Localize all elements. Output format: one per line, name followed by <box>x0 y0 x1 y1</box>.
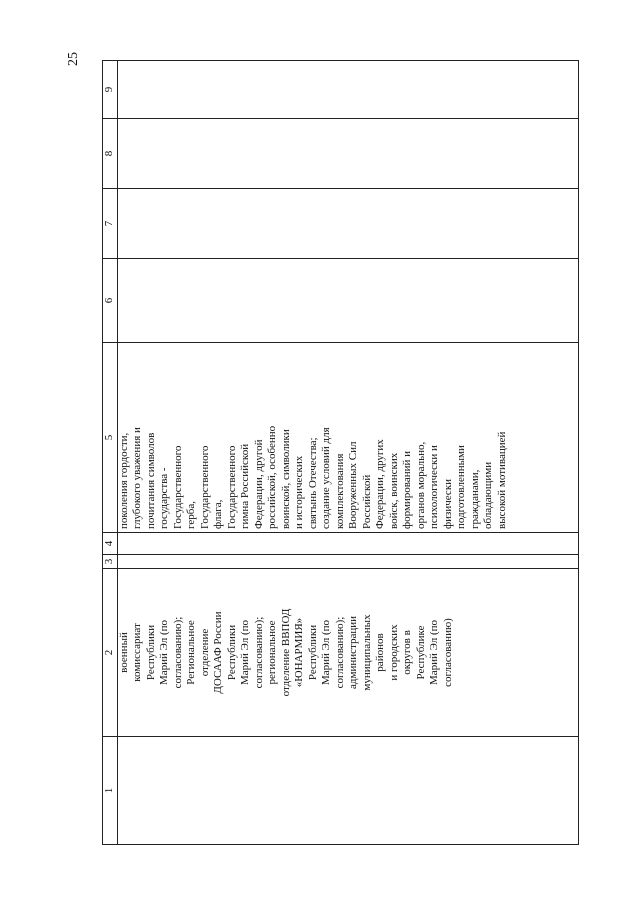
cell-col-1 <box>117 737 578 845</box>
data-table <box>102 60 579 845</box>
cell-col5-line: поколения гордости, <box>117 432 130 529</box>
cell-col5-line: Вооруженных Сил <box>347 441 359 529</box>
cell-col5-line: Федерации, других <box>374 439 386 529</box>
cell-col2-line: Республике <box>414 625 427 680</box>
cell-col2-line: Республики <box>225 624 238 681</box>
header-cell-3: 3 <box>103 555 118 569</box>
cell-col5-line: войск, воинских <box>387 452 400 529</box>
cell-col2-line: муниципальных <box>360 614 373 691</box>
cell-col5-line: гражданами, <box>468 469 481 529</box>
cell-col2-line: согласованию); <box>171 616 184 689</box>
cell-col5-line: физически <box>441 478 454 529</box>
cell-col2-line: Республики <box>306 624 319 681</box>
table-header-row <box>103 61 118 845</box>
cell-col5-line: святынь Отечества; <box>306 437 319 529</box>
cell-col2-line: «ЮНАРМИЯ» <box>293 617 305 688</box>
cell-col2-line: Республики <box>144 624 157 681</box>
cell-col2-line: Марий Эл (по <box>428 619 440 686</box>
cell-col2-line: согласованию); <box>333 616 346 689</box>
header-cell-6: 6 <box>103 259 118 343</box>
cell-col-3 <box>117 555 578 569</box>
header-cell-8: 8 <box>103 119 118 189</box>
cell-col5-line: гимна Российской <box>239 443 251 529</box>
cell-responsible-executors <box>117 569 578 737</box>
cell-col2-line: администрации <box>347 616 359 689</box>
cell-col2-line: Региональное <box>185 620 197 685</box>
cell-expected-results <box>117 343 578 533</box>
cell-col5-line: формирований и <box>401 450 413 529</box>
cell-col2-line: ДОСААФ России <box>212 611 224 694</box>
cell-col5-line: органов морально, <box>414 441 427 529</box>
cell-col5-line: подготовленными <box>455 445 467 529</box>
cell-col5-line: комплектования <box>333 453 346 529</box>
cell-col2-line: военный <box>117 632 130 673</box>
cell-col5-line: высокой мотивацией <box>495 431 508 529</box>
cell-col-4 <box>117 533 578 555</box>
header-cell-7: 7 <box>103 189 118 259</box>
cell-col5-line: Государственного <box>225 445 238 529</box>
cell-col2-line: региональное <box>266 620 278 685</box>
header-cell-9: 9 <box>103 61 118 119</box>
cell-col2-line: Марий Эл (по <box>158 619 170 686</box>
cell-col5-line: почитания символов <box>144 432 157 529</box>
cell-col5-line: Государственного <box>198 445 211 529</box>
header-cell-4: 4 <box>103 533 118 555</box>
cell-col2-line: комиссариат <box>131 623 143 682</box>
page-number: 25 <box>66 52 81 66</box>
cell-col-9 <box>117 61 578 119</box>
cell-col5-line: воинской, символики <box>279 429 292 529</box>
cell-col2-line: районов <box>374 633 386 672</box>
cell-col5-line: создание условий для <box>320 427 332 529</box>
cell-col5-line: российской, особенно <box>266 425 278 529</box>
cell-col2-line: согласованию); <box>252 616 265 689</box>
cell-col2-line: отделение ВВПОД <box>279 608 292 697</box>
cell-col5-line: обладающими <box>482 461 494 529</box>
cell-col2-line: и городских <box>387 624 400 681</box>
rotated-table-sheet <box>102 61 508 845</box>
header-cell-5: 5 <box>103 343 118 533</box>
cell-col-6 <box>117 259 578 343</box>
table-row <box>117 61 578 845</box>
cell-col5-line: флага, <box>212 499 224 529</box>
cell-col5-line: герба, <box>185 501 197 529</box>
cell-col-7 <box>117 189 578 259</box>
header-cell-2: 2 <box>103 569 118 737</box>
cell-col2-line: Марий Эл (по <box>239 619 251 686</box>
header-cell-1: 1 <box>103 737 118 845</box>
cell-col5-line: государства - <box>158 467 170 529</box>
cell-col2-line: Марий Эл (по <box>320 619 332 686</box>
cell-col5-line: Российской <box>360 474 373 529</box>
cell-col5-line: и исторических <box>293 455 305 529</box>
cell-col2-line: согласованию) <box>441 618 454 687</box>
cell-col2-line: округов в <box>401 630 413 675</box>
cell-col5-line: Федерации, другой <box>252 439 265 529</box>
cell-col5-line: психологически и <box>428 445 440 529</box>
cell-col5-line: глубокого уважения и <box>131 427 143 529</box>
cell-col2-line: отделение <box>198 628 211 677</box>
cell-col-8 <box>117 119 578 189</box>
cell-col5-line: Государственного <box>171 445 184 529</box>
